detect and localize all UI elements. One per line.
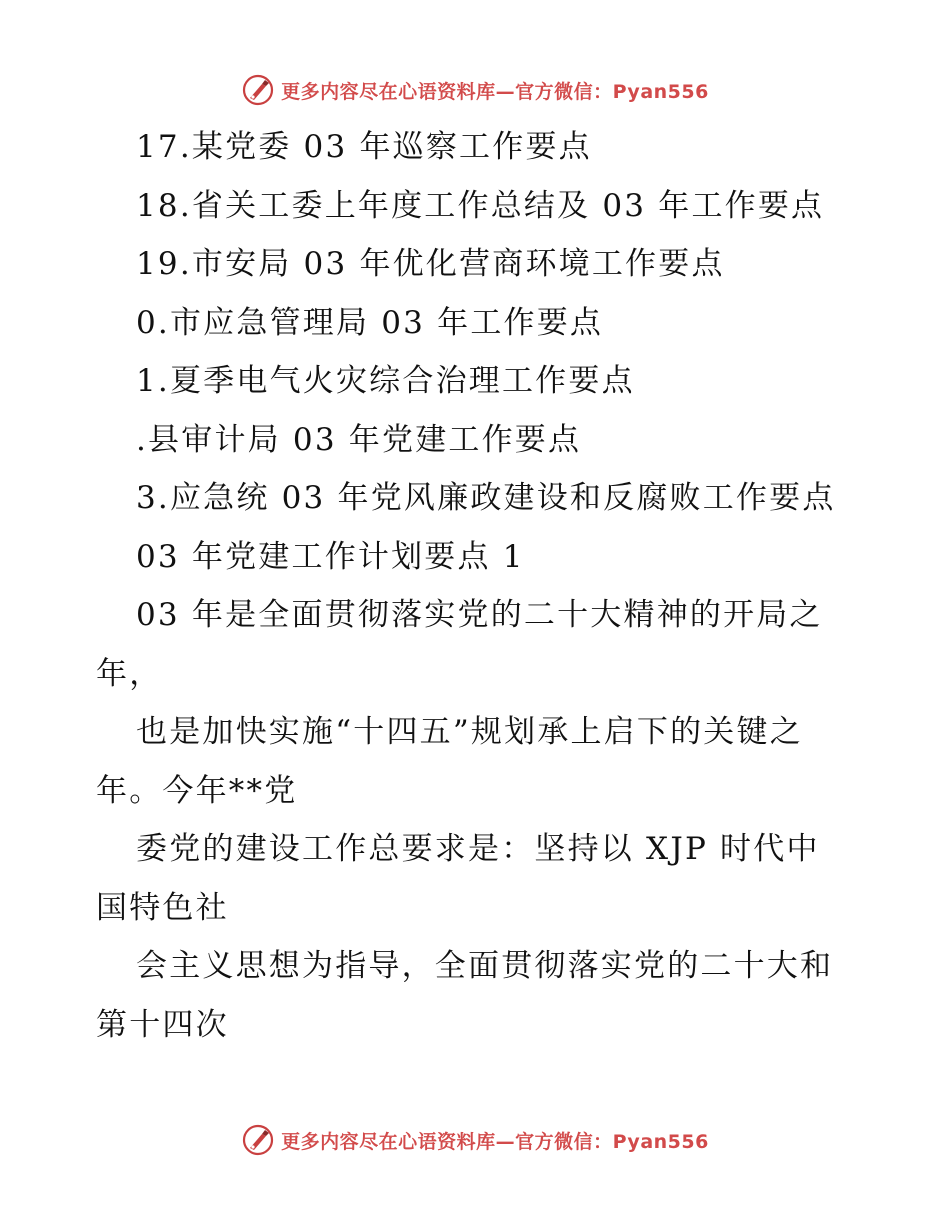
text-line: 也是加快实施“十四五”规划承上启下的关键之 xyxy=(136,714,803,750)
document-body xyxy=(96,118,866,1054)
text-line: 19.市安局 03 年优化营商环境工作要点 xyxy=(136,246,725,282)
text-line: 17.某党委 03 年巡察工作要点 xyxy=(136,129,592,165)
footer-watermark xyxy=(0,1120,950,1160)
text-line: 会主义思想为指导，全面贯彻落实党的二十大和 xyxy=(136,948,834,984)
text-line: 03 年是全面贯彻落实党的二十大精神的开局之 xyxy=(136,597,823,633)
text-line: 第十四次 xyxy=(96,1006,229,1043)
text-line: .县审计局 03 年党建工作要点 xyxy=(136,421,582,458)
text-line: 03 年党建工作计划要点 1 xyxy=(136,538,525,575)
pen-nib-logo-icon xyxy=(241,1123,275,1157)
header-watermark xyxy=(0,70,950,110)
text-line: 3.应急统 03 年党风廉政建设和反腐败工作要点 xyxy=(136,480,836,516)
text-line: 委党的建设工作总要求是：坚持以 XJP 时代中 xyxy=(136,831,820,867)
text-line: 年， xyxy=(96,655,163,692)
text-line: 0.市应急管理局 03 年工作要点 xyxy=(136,304,604,341)
text-line: 18.省关工委上年度工作总结及 03 年工作要点 xyxy=(136,187,825,224)
text-line: 1.夏季电气火灾综合治理工作要点 xyxy=(136,363,635,399)
watermark-text: 更多内容尽在心语资料库—官方微信：Pyan556 xyxy=(281,80,709,103)
watermark-text: 更多内容尽在心语资料库—官方微信：Pyan556 xyxy=(281,1130,709,1153)
pen-nib-logo-icon xyxy=(241,73,275,107)
text-line: 国特色社 xyxy=(96,889,229,926)
text-line: 年。今年**党 xyxy=(96,772,298,809)
